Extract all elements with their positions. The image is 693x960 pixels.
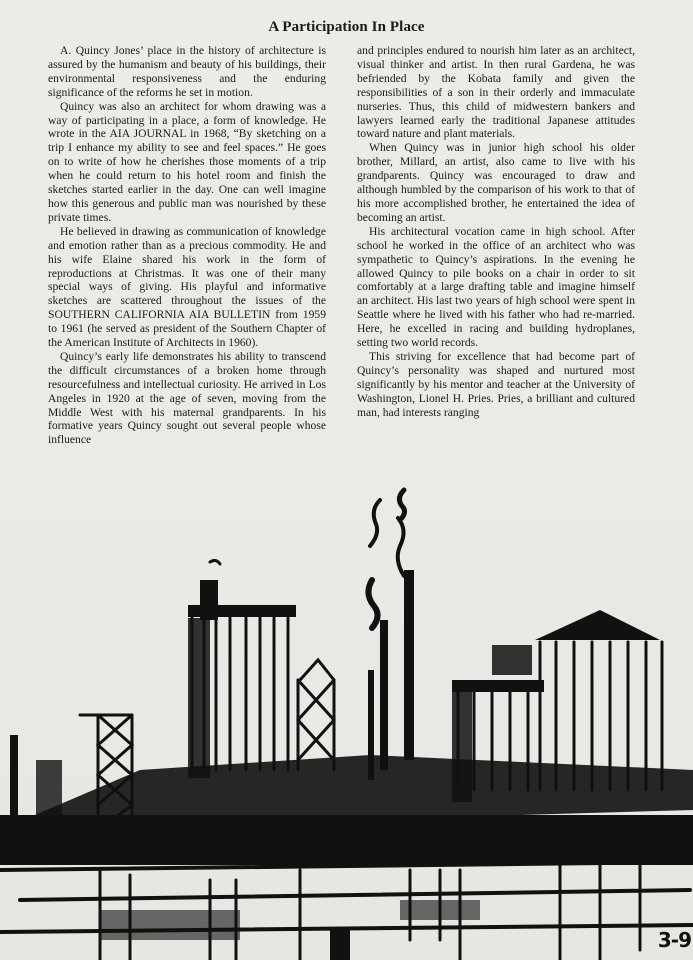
paragraph: and principles endured to nourish him later as an architect, visual thinker and artist. In then rural Gardena, he was befriended by the Kobata family and given the responsibilities of a son in their orderly and immaculate nurseries. Thus, this child of midwestern bankers and lawyers learned early the traditional Japanese attitudes toward nature and plant materials.: [357, 44, 635, 141]
page-number: 3-9: [657, 928, 691, 952]
page-title: A Participation In Place: [268, 19, 425, 35]
paragraph: He believed in drawing as communication of knowledge and emotion rather than as a precious commodity. He and his wife Elaine shared his work in the form of reproductions at Christmas. It was one of their many special ways of giving. His playful and informative sketches are scattered throughout the issues of the SOUTHERN CALIFORNIA AIA BULLETIN from 1959 to 1961 (he served as president of the Southern Chapter of the American Institute of Architects in 1960).: [48, 224, 326, 350]
left-column: [48, 44, 326, 447]
industrial-skyline-ink-sketch-icon: [0, 470, 693, 960]
right-column: [357, 44, 635, 419]
paragraph: This striving for excellence that had become part of Quincy’s personality was shaped and nurtured most significantly by his mentor and teacher at the University of Washington, Lionel H. Pries. Pries, a brilliant and cultured man, had interests ranging: [357, 349, 635, 419]
paragraph: Quincy was also an architect for whom drawing was a way of participating in a place, a form of knowledge. He wrote in the AIA JOURNAL in 1968, “By sketching on a trip I enhance my ability to see and feel spaces.” He goes on to write of how he cherishes those moments of a trip when he could return to his hotel room and finish the sketches started earlier in the day. One can well imagine how this generous and public man was nourished by these private times.: [48, 99, 326, 224]
paragraph: When Quincy was in junior high school his older brother, Millard, an artist, also came to live with his grandparents. Quincy was encouraged to draw and although humbled by the comparison of his work to that of his more accomplished brother, he entertained the idea of becoming an artist.: [357, 141, 635, 224]
paragraph: A. Quincy Jones’ place in the history of architecture is assured by the humanism and beauty of his buildings, their environmental responsiveness and the enduring significance of the reforms he set in motion.: [48, 44, 326, 99]
paragraph: His architectural vocation came in high school. After school he worked in the office of an architect who was sympathetic to Quincy’s aspirations. In the evening he allowed Quincy to pile books on a chair in order to sit comfortably at a large drafting table and imagine himself an architect. His last two years of high school were spent in Seattle where he lived with his father who had re-married. Here, he excelled in racing and building hydroplanes, setting two world records.: [357, 224, 635, 350]
paragraph: Quincy’s early life demonstrates his ability to transcend the difficult circumstances of a broken home through resourcefulness and intellectual curiosity. He arrived in Los Angeles in 1920 at the age of seven, moving from the Middle West with his maternal grandparents. In his formative years Quincy sought out several people whose influence: [48, 349, 326, 447]
